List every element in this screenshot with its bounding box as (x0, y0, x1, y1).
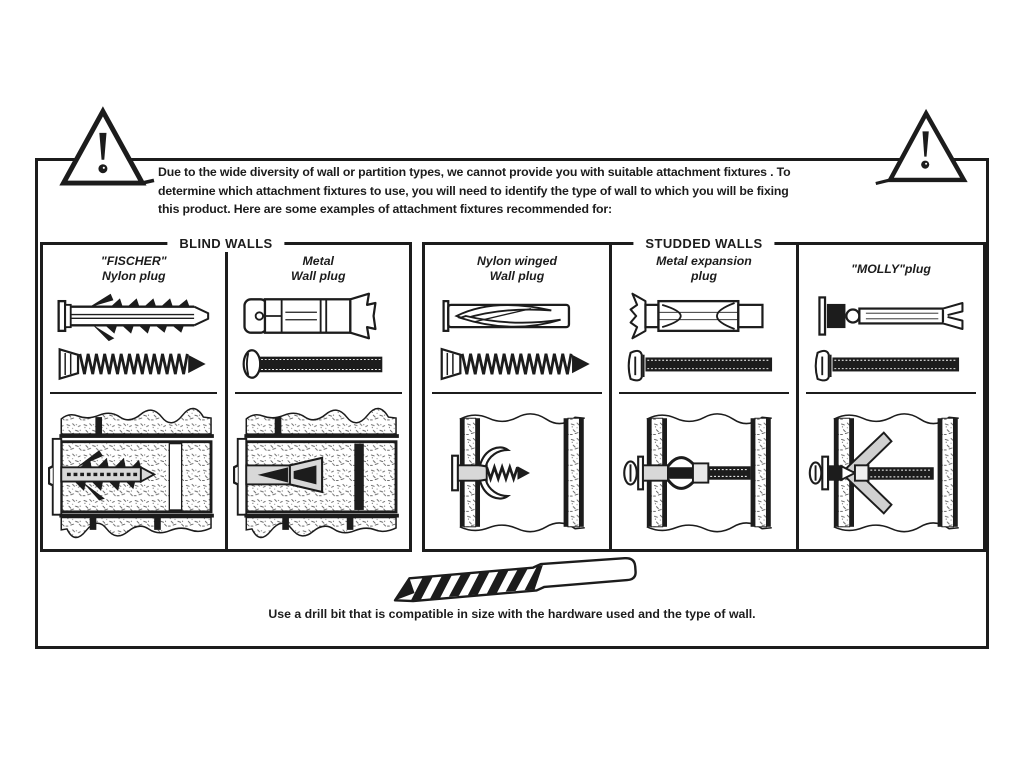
column-title (656, 251, 752, 287)
bolt-screw-illustration (240, 345, 396, 383)
column-title-line: Wall plug (291, 269, 346, 283)
hollow-cross-section-molly (805, 404, 978, 542)
column-nylon-winged (425, 245, 612, 549)
divider-line (806, 392, 975, 394)
column-title-line: Nylon winged (477, 254, 557, 268)
blind-walls-label: BLIND WALLS (167, 236, 284, 252)
drill-caption: Use a drill bit that is compatible in size with the hardware used and the type of wall. (268, 607, 756, 621)
divider-line (50, 392, 217, 394)
machine-screw-illustration (812, 345, 970, 383)
column-title-line: "MOLLY"plug (851, 261, 931, 276)
warning-triangle-icon (58, 106, 155, 192)
column-title-line: Wall plug (489, 269, 545, 283)
metal-expansion-plug-illustration (623, 290, 785, 342)
divider-line (235, 392, 402, 394)
wood-screw-illustration (438, 345, 596, 383)
metal-wall-plug-illustration (238, 290, 398, 342)
warning-triangle-icon (874, 108, 971, 189)
masonry-cross-section-fischer (48, 404, 219, 542)
column-title-line: plug (691, 269, 717, 283)
studded-walls-columns (425, 245, 983, 549)
intro-text (158, 163, 790, 219)
intro-line-3: this product. Here are some examples of attachment fixtures recommended for: (158, 202, 612, 216)
intro-line-2: determine which attachment fixtures to use, you will need to identify the type of wall to which you will be fixing (158, 183, 789, 198)
column-title (851, 251, 931, 287)
masonry-cross-section-metal (233, 404, 404, 542)
column-metal-expansion (612, 245, 799, 549)
column-title (291, 251, 345, 287)
studded-walls-label: STUDDED WALLS (633, 236, 774, 252)
intro-line-1: Due to the wide diversity of wall or partition types, we cannot provide you with suitable attachment fixtures . To (158, 165, 791, 179)
hollow-cross-section-winged (431, 404, 604, 542)
column-title-line: Metal expansion (656, 254, 752, 268)
nylon-winged-plug-illustration (436, 290, 598, 342)
hollow-cross-section-expansion (618, 404, 791, 542)
drill-bit-illustration (386, 556, 642, 604)
studded-walls-section (422, 236, 986, 552)
blind-walls-section (40, 236, 412, 552)
fischer-plug-illustration (54, 290, 214, 342)
column-molly (799, 245, 983, 549)
divider-line (432, 392, 601, 394)
column-fischer (43, 245, 228, 549)
column-title-line: "FISCHER" (100, 254, 167, 268)
column-title (477, 251, 557, 287)
blind-walls-columns (43, 245, 409, 549)
divider-line (619, 392, 788, 394)
column-metal-wall (228, 245, 410, 549)
column-title (101, 251, 167, 287)
wood-screw-illustration (56, 345, 212, 383)
column-title-line: Metal (302, 254, 334, 268)
molly-plug-illustration (810, 290, 972, 342)
machine-screw-illustration (625, 345, 783, 383)
column-title-line: Nylon plug (101, 269, 166, 283)
